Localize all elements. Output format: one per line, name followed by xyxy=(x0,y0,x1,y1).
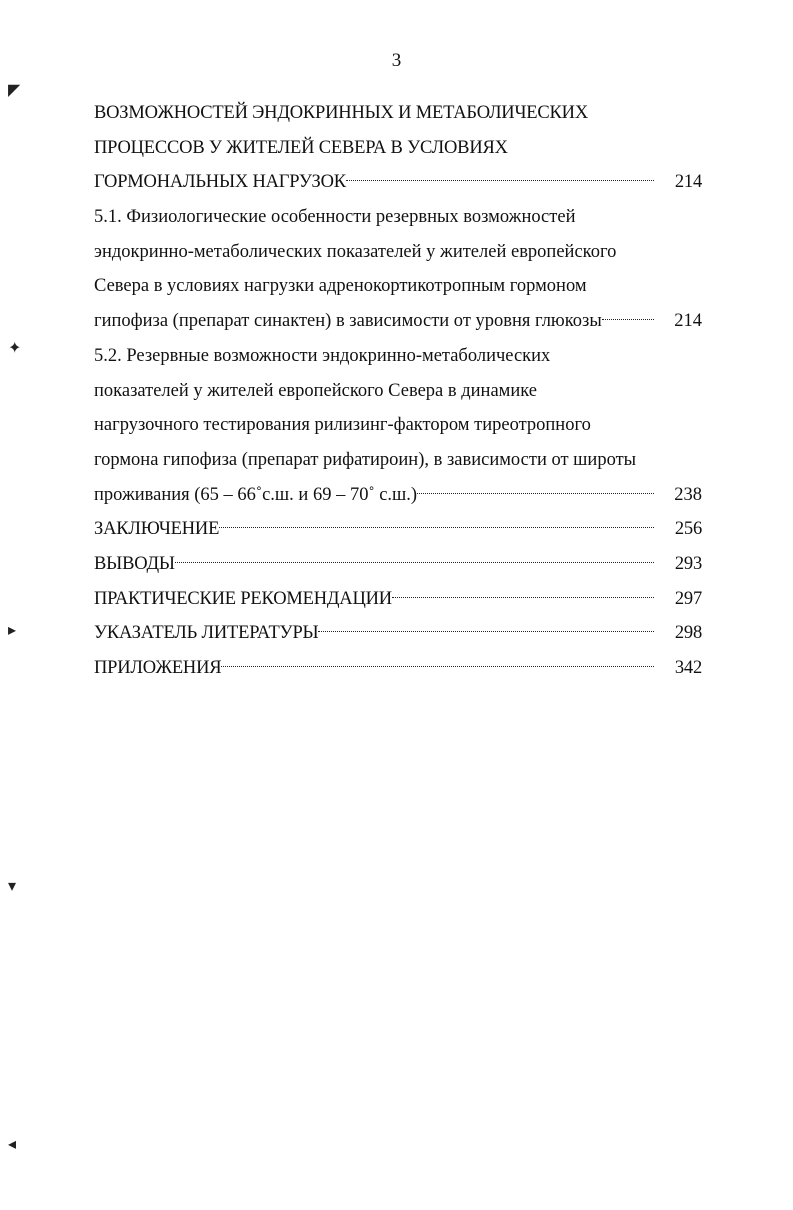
toc-entry-page: 298 xyxy=(674,623,702,644)
scan-mark-icon: ▾ xyxy=(8,876,17,895)
table-of-contents xyxy=(94,96,702,686)
dot-leader xyxy=(318,630,654,632)
toc-entry-page: 256 xyxy=(674,519,702,540)
toc-line: гормона гипофиза (препарат рифатироин), в зависимости от широты xyxy=(94,449,637,470)
toc-line: показателей у жителей европейского Севера в динамике xyxy=(94,380,537,401)
toc-entry-page: 293 xyxy=(674,553,702,574)
toc-line: эндокринно-метаболических показателей у жителей европейского xyxy=(94,241,617,262)
toc-entry-page: 238 xyxy=(674,484,702,505)
toc-entry-label: ПРИЛОЖЕНИЯ xyxy=(94,658,222,678)
toc-entry-appendices[interactable] xyxy=(94,651,702,686)
dot-leader xyxy=(175,561,654,563)
scan-mark-icon: ◤ xyxy=(8,80,21,99)
toc-entry-page: 297 xyxy=(674,588,702,609)
dot-leader xyxy=(221,665,654,667)
toc-entry-findings[interactable] xyxy=(94,547,702,582)
toc-entry-chapter[interactable] xyxy=(94,165,702,200)
toc-line: ПРОЦЕССОВ У ЖИТЕЛЕЙ СЕВЕРА В УСЛОВИЯХ xyxy=(94,137,508,158)
toc-entry-label: ЗАКЛЮЧЕНИЕ xyxy=(94,519,220,540)
toc-entry-label: УКАЗАТЕЛЬ ЛИТЕРАТУРЫ xyxy=(94,623,319,644)
dot-leader xyxy=(346,179,654,181)
toc-entry-section-5-2[interactable] xyxy=(94,478,702,513)
toc-entry-references[interactable] xyxy=(94,616,702,651)
toc-entry-recommendations[interactable] xyxy=(94,582,702,617)
toc-entry-label: ПРАКТИЧЕСКИЕ РЕКОМЕНДАЦИИ xyxy=(94,588,392,609)
toc-entry-label: гипофиза (препарат синактен) в зависимости от уровня глюкозы xyxy=(94,311,602,332)
dot-leader xyxy=(417,492,654,494)
scan-mark-icon: ✦ xyxy=(8,338,22,357)
toc-entry-page: 342 xyxy=(674,658,702,678)
dot-leader xyxy=(219,526,654,528)
dot-leader xyxy=(602,318,654,320)
toc-entry-label: ГОРМОНАЛЬНЫХ НАГРУЗОК xyxy=(94,172,346,193)
toc-entry-page: 214 xyxy=(674,172,702,193)
scan-mark-icon: ▸ xyxy=(8,620,17,639)
toc-entry-label: ВЫВОДЫ xyxy=(94,553,175,574)
dot-leader xyxy=(392,596,654,598)
toc-line: нагрузочного тестирования рилизинг-фактором тиреотропного xyxy=(94,415,591,436)
toc-entry-section-5-1[interactable] xyxy=(94,304,702,339)
toc-line: 5.1. Физиологические особенности резервных возможностей xyxy=(94,207,576,228)
scan-mark-icon: ◂ xyxy=(8,1134,17,1153)
toc-entry-page: 214 xyxy=(674,311,702,332)
toc-line: ВОЗМОЖНОСТЕЙ ЭНДОКРИННЫХ И МЕТАБОЛИЧЕСКИХ xyxy=(94,103,588,123)
toc-line: 5.2. Резервные возможности эндокринно-метаболических xyxy=(94,345,551,366)
page-number: 3 xyxy=(391,50,402,71)
toc-entry-label: проживания (65 – 66˚с.ш. и 69 – 70˚ с.ш.) xyxy=(94,484,418,505)
toc-entry-conclusion[interactable] xyxy=(94,512,702,547)
toc-line: Севера в условиях нагрузки адренокортикотропным гормоном xyxy=(94,276,587,297)
